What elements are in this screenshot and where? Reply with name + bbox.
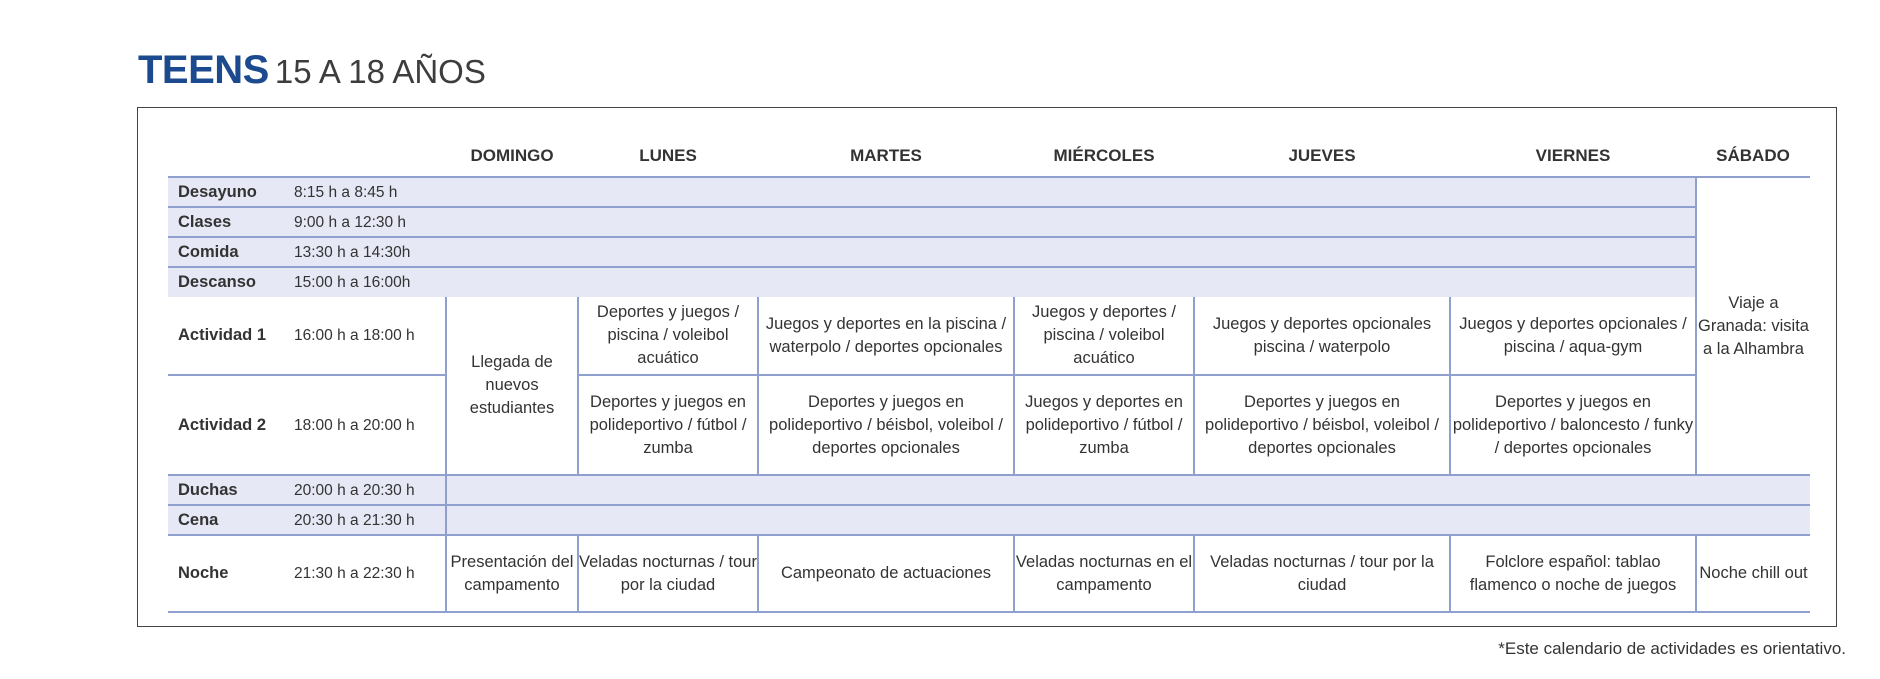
title-strong: TEENS [138, 48, 269, 92]
row-cena [168, 505, 1810, 535]
day-header-martes: MARTES [850, 145, 922, 165]
row-label: Actividad 2 [178, 415, 267, 434]
row-time: 13:30 h a 14:30h [286, 237, 446, 267]
noche-martes: Campeonato de actuaciones [758, 535, 1014, 612]
title-age-range: 15 A 18 AÑOS [274, 53, 486, 90]
row-noche [168, 535, 1810, 612]
row-comida [168, 237, 1810, 267]
actividad2-viernes: Deportes y juegos en polideportivo / baloncesto / funky / deportes opcionales [1450, 375, 1696, 475]
day-header-lunes: LUNES [639, 145, 697, 165]
shared-band [446, 267, 1696, 297]
actividad2-jueves: Deportes y juegos en polideportivo / béisbol, voleibol / deportes opcionales [1194, 375, 1450, 475]
day-header-domingo: DOMINGO [470, 145, 554, 165]
row-time: 9:00 h a 12:30 h [286, 207, 446, 237]
row-descanso [168, 267, 1810, 297]
noche-domingo: Presentación del campamento [446, 535, 578, 612]
row-time: 8:15 h a 8:45 h [286, 177, 446, 207]
noche-viernes: Folclore español: tablao flamenco o noche de juegos [1450, 535, 1696, 612]
shared-band [446, 177, 1696, 207]
day-header-viernes: VIERNES [1535, 145, 1611, 165]
day-header-jueves: JUEVES [1288, 145, 1356, 165]
domingo-llegada-cell: Llegada de nuevos estudiantes [446, 297, 578, 475]
row-time: 16:00 h a 18:00 h [294, 327, 415, 344]
row-label: Clases [168, 207, 286, 237]
header-row [168, 134, 1810, 177]
row-label: Actividad 1 [178, 326, 267, 344]
noche-sabado: Noche chill out [1696, 535, 1810, 612]
row-label: Noche [178, 564, 229, 582]
footnote: *Este calendario de actividades es orientativo. [1498, 639, 1846, 658]
schedule-table [168, 134, 1810, 613]
header-empty-time [286, 134, 446, 177]
shared-band [446, 475, 1810, 505]
page-title [138, 48, 486, 93]
row-clases [168, 207, 1810, 237]
row-time: 15:00 h a 16:00h [286, 267, 446, 297]
actividad1-viernes: Juegos y deportes opcionales / piscina / aqua-gym [1450, 297, 1696, 375]
day-header-miercoles: MIÉRCOLES [1053, 145, 1155, 165]
noche-lunes: Veladas nocturnas / tour por la ciudad [578, 535, 758, 612]
actividad1-lunes: Deportes y juegos / piscina / voleibol acuático [578, 297, 758, 375]
row-time: 18:00 h a 20:00 h [294, 416, 415, 434]
actividad2-martes: Deportes y juegos en polideportivo / béisbol, voleibol / deportes opcionales [758, 375, 1014, 475]
row-time: 20:30 h a 21:30 h [286, 505, 446, 535]
header-empty-label [168, 134, 286, 177]
actividad1-jueves: Juegos y deportes opcionales piscina / waterpolo [1194, 297, 1450, 375]
row-actividad-1 [168, 297, 1810, 375]
actividad1-miercoles: Juegos y deportes / piscina / voleibol acuático [1014, 297, 1194, 375]
shared-band [446, 207, 1696, 237]
row-time: 21:30 h a 22:30 h [294, 565, 415, 582]
row-actividad-2 [168, 375, 1810, 475]
row-time: 20:00 h a 20:30 h [286, 475, 446, 505]
actividad1-martes: Juegos y deportes en la piscina / waterpolo / deportes opcionales [758, 297, 1014, 375]
row-label: Descanso [168, 267, 286, 297]
actividad2-miercoles: Juegos y deportes en polideportivo / fútbol / zumba [1014, 375, 1194, 475]
noche-miercoles: Veladas nocturnas en el campamento [1014, 535, 1194, 612]
row-duchas [168, 475, 1810, 505]
sabado-viaje-cell: Viaje a Granada: visita a la Alhambra [1696, 177, 1810, 475]
row-label: Comida [168, 237, 286, 267]
row-desayuno [168, 177, 1810, 207]
actividad2-lunes: Deportes y juegos en polideportivo / fútbol / zumba [578, 375, 758, 475]
row-label: Cena [168, 505, 286, 535]
shared-band [446, 505, 1810, 535]
day-header-sabado: SÁBADO [1716, 145, 1790, 165]
row-label: Duchas [168, 475, 286, 505]
row-label: Desayuno [168, 177, 286, 207]
shared-band [446, 237, 1696, 267]
noche-jueves: Veladas nocturnas / tour por la ciudad [1194, 535, 1450, 612]
